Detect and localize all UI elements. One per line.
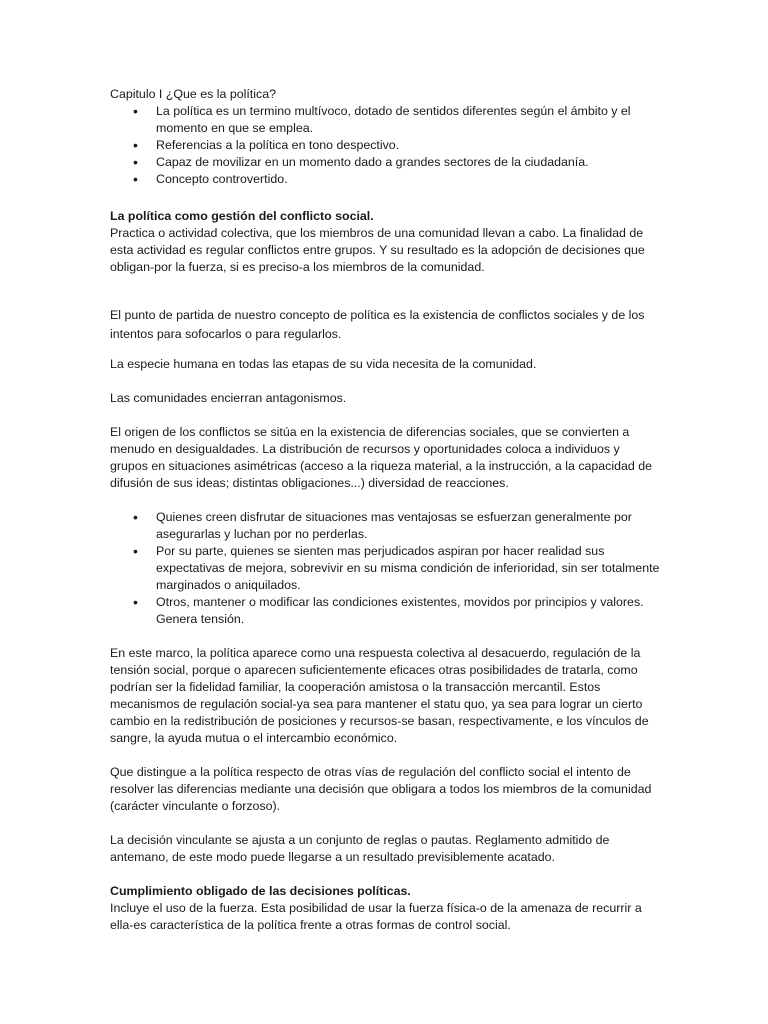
intro-bullet-list: [110, 103, 660, 188]
document-page: [110, 86, 660, 934]
paragraph-origin-conflicts: El origen de los conflictos se sitúa en la existencia de diferencias sociales, que se convierten a menudo en desigualdades. La distribución de recursos y oportunidades coloca a individuos y grupos en situaciones asimétricas (acceso a la riqueza material, a la instrucción, a la capacidad de difusión de sus ideas; distintas obligaciones...) diversidad de reacciones.: [110, 425, 653, 490]
section-text-conflict: Practica o actividad colectiva, que los miembros de una comunidad llevan a cabo. La finalidad de esta actividad es regular conflictos entre grupos. Y su resultado es la adopción de decisiones que obligan-por la fuerza, si es preciso-a los miembros de la comunidad.: [110, 226, 645, 274]
section-heading-compliance: Cumplimiento obligado de las decisiones políticas.: [110, 884, 411, 898]
paragraph-antagonisms: Las comunidades encierran antagonismos.: [110, 391, 347, 405]
paragraph-distinction: Que distingue a la política respecto de otras vías de regulación del conflicto social el intento de resolver las diferencias mediante una decisión que obligara a todos los miembros de la comunidad (carácter vinculante o forzoso).: [110, 765, 652, 813]
list-item: • Concepto controvertido.: [110, 171, 660, 188]
paragraph-starting-point: El punto de partida de nuestro concepto de política es la existencia de conflictos sociales y de los intentos para sofocarlos o para regularlos.: [110, 308, 645, 341]
section-heading-conflict: La política como gestión del conflicto social.: [110, 209, 374, 223]
list-item: • Otros, mantener o modificar las condiciones existentes, movidos por principios y valores. Genera tensión.: [110, 594, 660, 628]
paragraph-human-species: La especie humana en todas las etapas de su vida necesita de la comunidad.: [110, 357, 537, 371]
list-item: • Por su parte, quienes se sienten mas perjudicados aspiran por hacer realidad sus expectativas de mejora, sobrevivir en su misma condición de inferioridad, sin ser totalmente marginados o aniquilados.: [110, 543, 660, 594]
list-item: • Quienes creen disfrutar de situaciones mas ventajosas se esfuerzan generalmente por asegurarlas y luchan por no perderlas.: [110, 509, 660, 543]
list-item: • Referencias a la política en tono despectivo.: [110, 137, 660, 154]
list-item: • La política es un termino multívoco, dotado de sentidos diferentes según el ámbito y el momento en que se emplea.: [110, 103, 660, 137]
list-item: • Capaz de movilizar en un momento dado a grandes sectores de la ciudadanía.: [110, 154, 660, 171]
section-text-compliance: Incluye el uso de la fuerza. Esta posibilidad de usar la fuerza física-o de la amenaza de recurrir a ella-es característica de la política frente a otras formas de control social.: [110, 901, 642, 932]
paragraph-framework: En este marco, la política aparece como una respuesta colectiva al desacuerdo, regulación de la tensión social, porque o aparecen suficientemente eficaces otras posibilidades de tratarla, como podrían ser la fidelidad familiar, la cooperación amistosa o la transacción mercantil. Estos mecanismos de regulación social-ya sea para mantener el statu quo, ya sea para lograr un cierto cambio en la redistribución de posiciones y recursos-se basan, respectivamente, e los vínculos de sangre, la ayuda mutua o el intercambio económico.: [110, 646, 649, 745]
paragraph-binding-decision: La decisión vinculante se ajusta a un conjunto de reglas o pautas. Reglamento admitido de antemano, de este modo puede llegarse a un resultado previsiblemente acatado.: [110, 833, 610, 864]
reaction-bullet-list: [110, 509, 660, 628]
chapter-title: Capitulo I ¿Que es la política?: [110, 87, 276, 101]
